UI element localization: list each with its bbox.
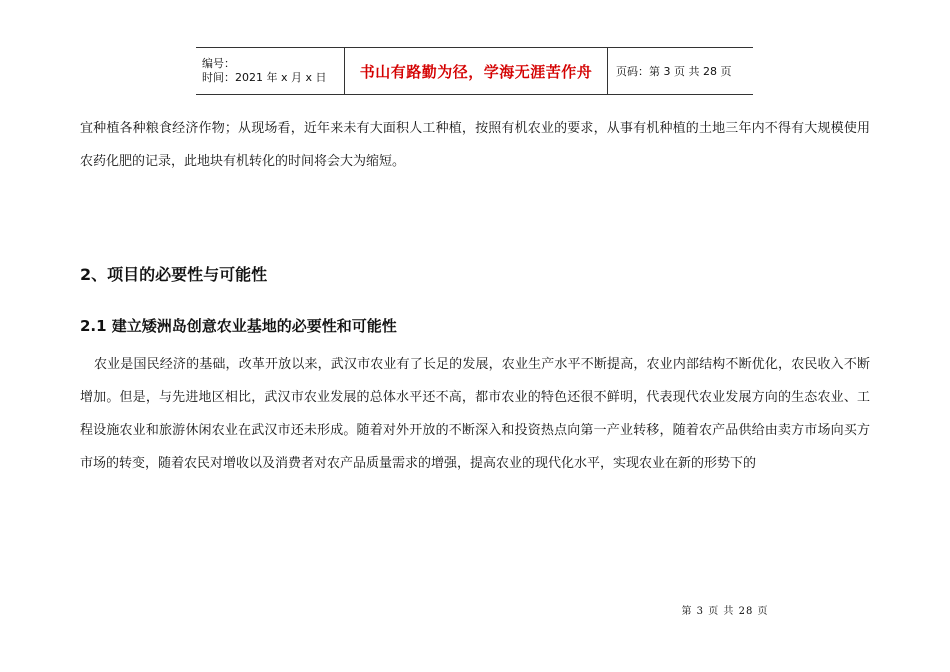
section-heading: 2、项目的必要性与可能性 (80, 265, 268, 284)
page-footer: 第 3 页 共 28 页 (681, 606, 769, 617)
intro-paragraph: 宜种植各种粮食经济作物；从现场看，近年来未有大面积人工种植，按照有机农业的要求，从事有机种植的土地三年内不得有大规模使用农药化肥的记录，此地块有机转化的时间将会大为缩短。 (80, 121, 870, 169)
header-motto-cell (345, 48, 608, 95)
subsection-heading: 2.1 建立矮洲岛创意农业基地的必要性和可能性 (80, 317, 397, 335)
date-label: 时间：2021 年 x 月 x 日 (202, 71, 327, 84)
header-page-code: 页码：第 3 页 共 28 页 (608, 48, 754, 95)
serial-label: 编号： (202, 57, 235, 70)
header-meta (196, 48, 345, 95)
page-header (196, 47, 753, 95)
header-motto: 书山有路勤为径，学海无涯苦作舟 (359, 62, 593, 81)
main-paragraph: 农业是国民经济的基础，改革开放以来，武汉市农业有了长足的发展，农业生产水平不断提高，农业内部结构不断优化，农民收入不断增加。但是，与先进地区相比，武汉市农业发展的总体水平还不高，都市农业的特色还很不鲜明，代表现代农业发展方向的生态农业、工程设施农业和旅游休闲农业在武汉市还未形成。随着对外开放的不断深入和投资热点向第一产业转移，随着农产品供给由卖方市场向买方市场的转变，随着农民对增收以及消费者对农产品质量需求的增强，提高农业的现代化水平，实现农业在新的形势下的 (80, 357, 870, 471)
